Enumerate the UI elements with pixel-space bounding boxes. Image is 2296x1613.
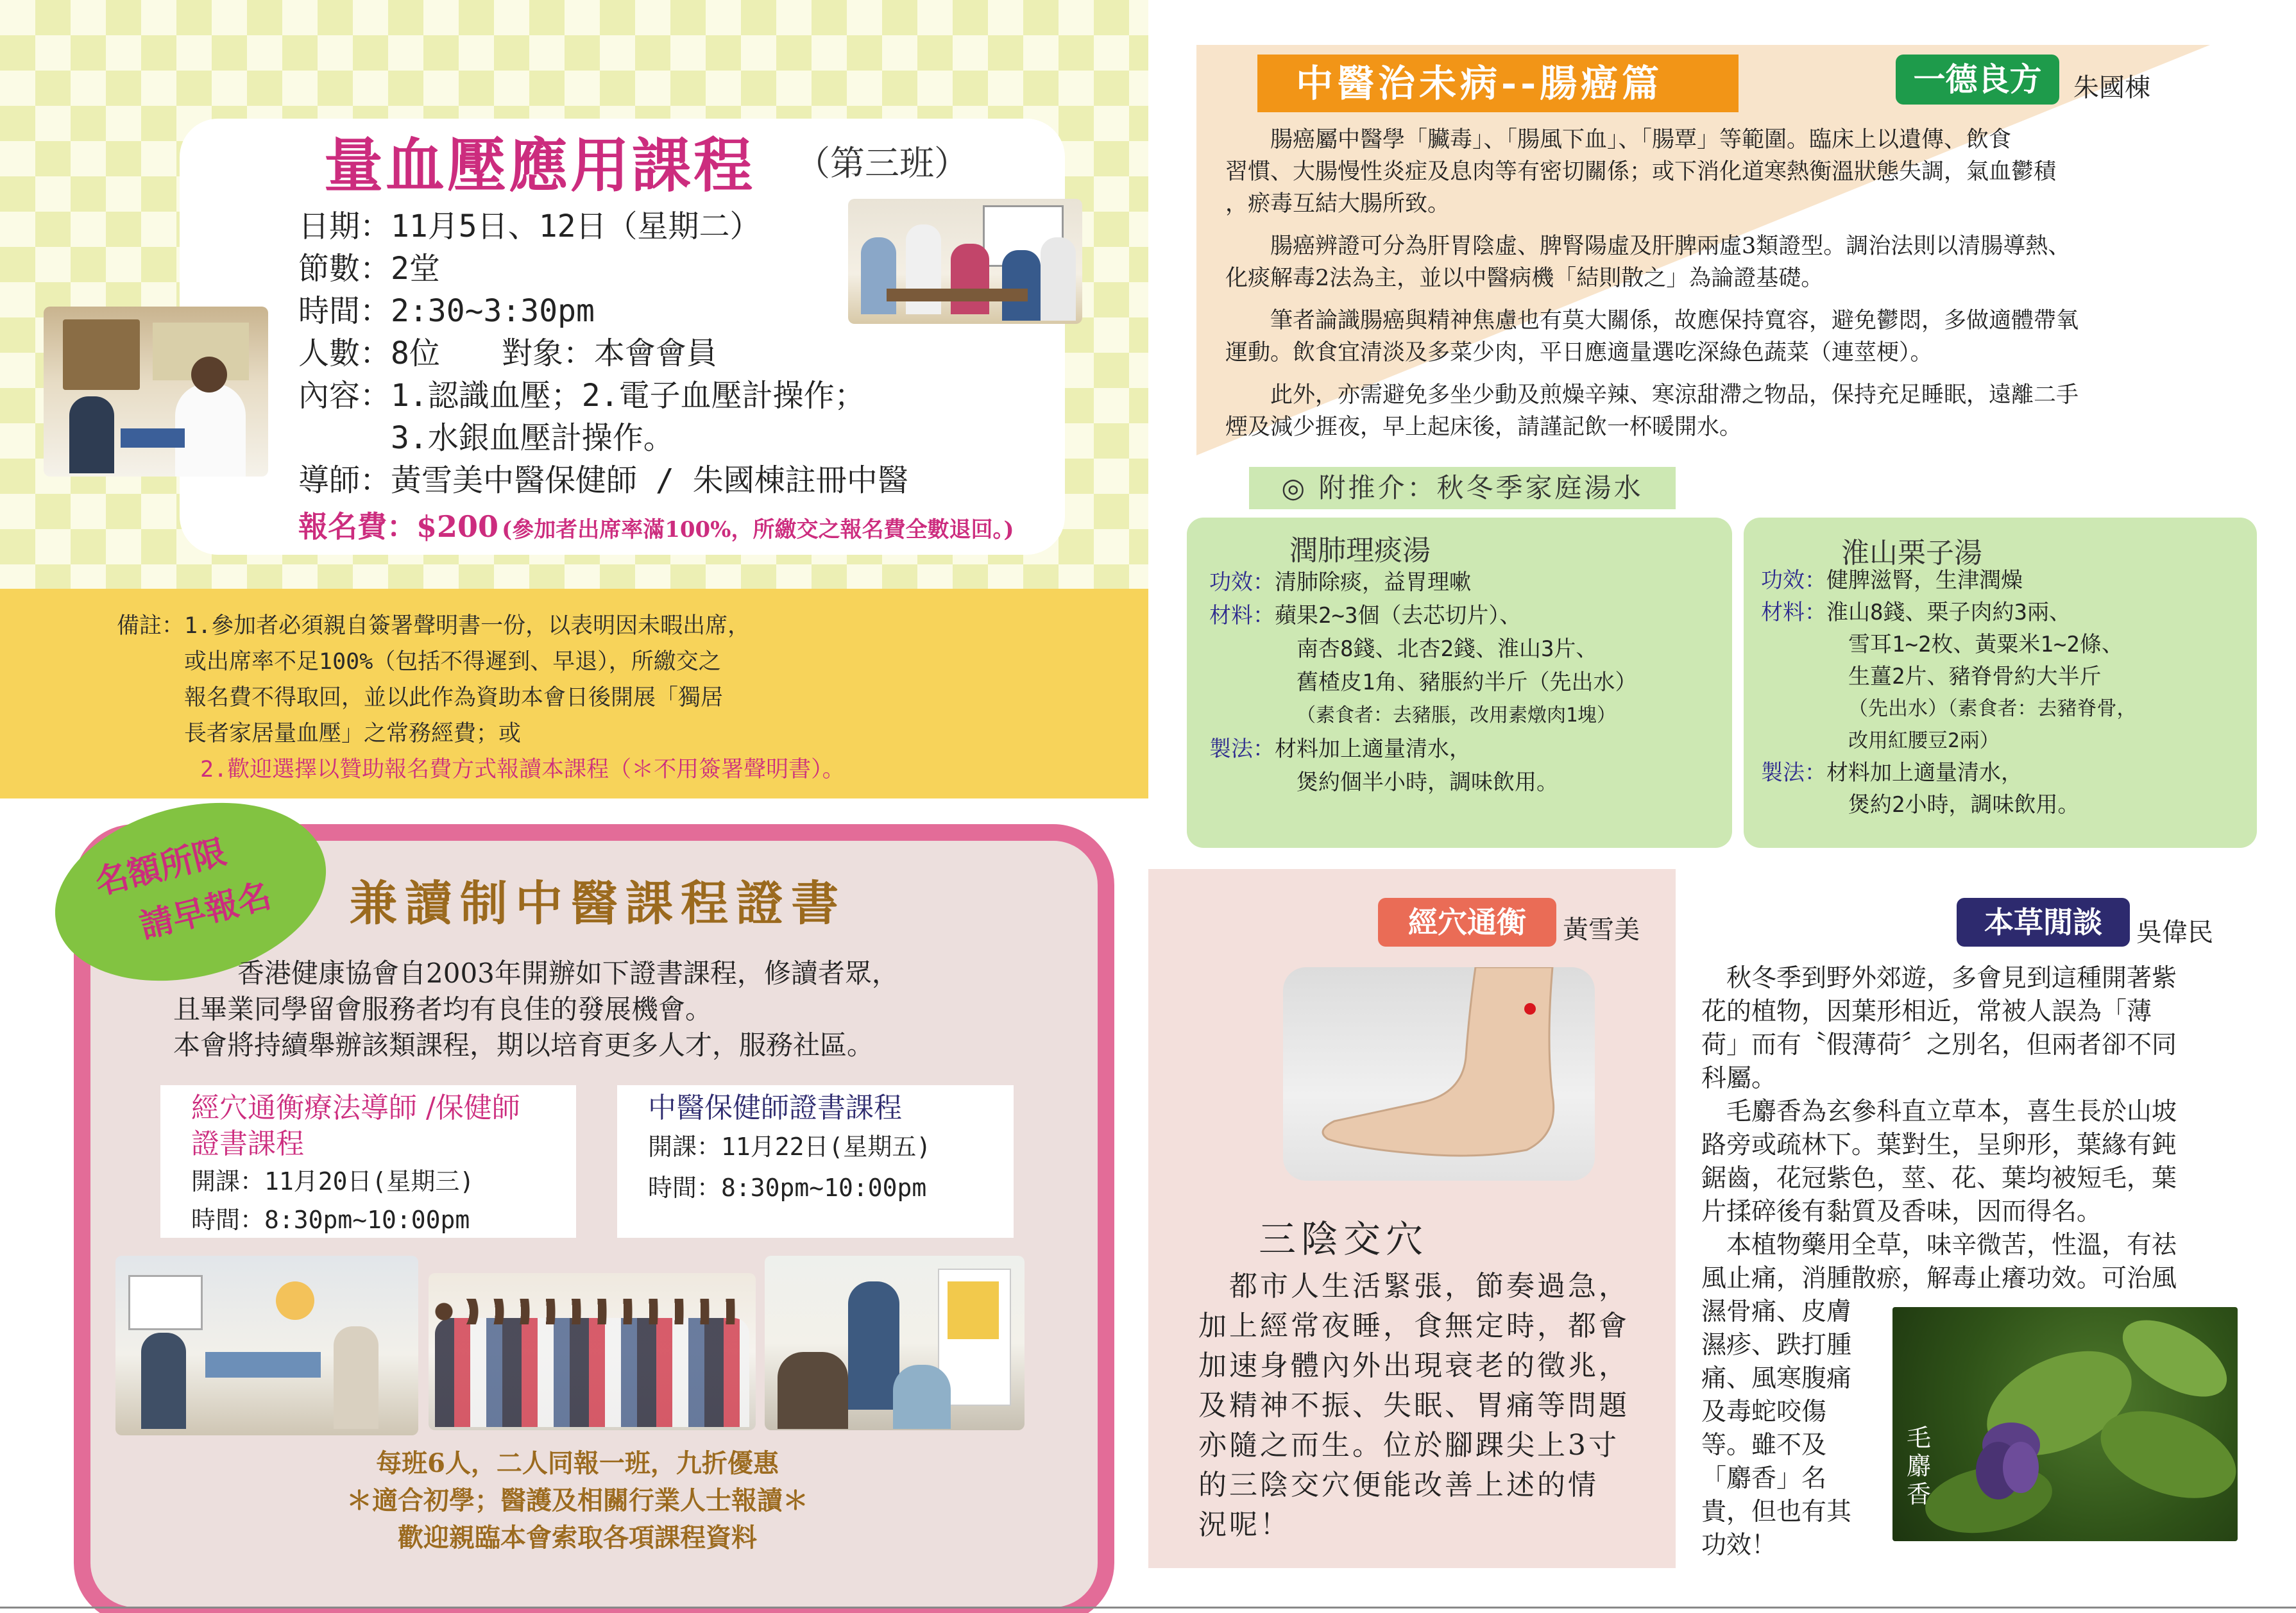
herb-line-6: 路旁或疏林下。葉對生，呈卵形，葉緣有鈍 [1701, 1131, 2177, 1160]
cert-footer-line-1: 每班6人，二人同報一班，九折優惠 [376, 1448, 779, 1478]
herb-line-12: 濕疹、跌打腫 [1701, 1331, 1852, 1360]
soup2-ingredient-1: 淮山8錢、栗子肉約3兩、 [1826, 600, 2071, 625]
soup1-method-1: 材料加上適量清水， [1275, 736, 1471, 762]
tcm-para1-line-3: ，瘀毒互結大腸所致。 [1225, 191, 1450, 217]
bp-course-details [298, 205, 908, 502]
herb-line-8: 片揉碎後有黏質及香味，因而得名。 [1701, 1197, 2102, 1226]
soup2-method-1: 材料加上適量清水， [1826, 760, 2023, 786]
herb-line-16: 「麝香」名 [1701, 1464, 1827, 1493]
soup2-effect: 健脾滋腎，生津潤燥 [1826, 568, 2023, 593]
cert-intro-line-2: 且畢業同學留會服務者均有良佳的發展機會。 [173, 993, 713, 1025]
herb-line-3: 荷」而有〝假薄荷〞之別名，但兩者卻不同 [1701, 1031, 2177, 1060]
soup1-ingredient-3: 舊楂皮1角、豬脹約半斤（先出水） [1297, 670, 1637, 695]
soup2-ingredient-5: 改用紅腰豆2兩） [1848, 729, 2000, 752]
soup1-ingredient-2: 南杏8錢、北杏2錢、淮山3片、 [1297, 636, 1598, 662]
tcm-para2-line-1: 腸癌辨證可分為肝胃陰虛、脾腎陽虛及肝脾兩虛3類證型。調治法則以清腸導熱、 [1225, 233, 2071, 259]
bp-course-title: 量血壓應用課程 [324, 131, 756, 200]
soup2-ingredient-2: 雪耳1~2枚、黃粟米1~2條、 [1848, 632, 2123, 657]
bp-detail-tutor: 導師：黃雪美中醫保健師 / 朱國棟註冊中醫 [298, 462, 908, 498]
herb-column-tag: 本草閒談 [1957, 898, 2130, 947]
tcm-article-body [1225, 124, 2079, 443]
soup1-ingredients-label: 材料： [1209, 603, 1275, 629]
course1-title-line-1: 經穴通衡療法導師 /保健師 [191, 1092, 520, 1124]
soup2-ingredients-label: 材料： [1761, 600, 1826, 625]
course1-title-line-2: 證書課程 [191, 1127, 304, 1160]
remarks-line-4: 長者家居量血壓」之常務經費；或 [117, 721, 522, 747]
soup1-effect-label: 功效： [1209, 570, 1275, 595]
soup2-effect-label: 功效： [1761, 568, 1826, 593]
cert-footer [90, 1445, 1065, 1557]
herb-line-2: 花的植物，因葉形相近，常被人誤為「薄 [1701, 997, 2152, 1026]
tcm-column-tag: 一德良方 [1896, 55, 2059, 105]
acupoint-line-5: 亦隨之而生。位於腳踝尖上3寸 [1198, 1429, 1619, 1462]
remarks-line-1: 備註：1.參加者必須親自簽署聲明書一份，以表明因未暇出席， [117, 613, 751, 639]
bp-class-label: （第三班） [795, 143, 969, 183]
herb-plant-label: 毛麝香 [1907, 1424, 1932, 1508]
soup1-effect: 清肺除痰，益胃理嗽 [1275, 570, 1471, 595]
cert-footer-line-2: ＊適合初學；醫護及相關行業人士報讀＊ [346, 1485, 808, 1516]
soup2-method-2: 煲約2小時，調味飲用。 [1848, 792, 2080, 818]
bottom-rule [0, 1607, 2296, 1609]
bp-detail-content: 內容：1.認識血壓；2.電子血壓計操作； [298, 378, 865, 414]
herb-author: 吳偉民 [2136, 918, 2213, 947]
acupoint-line-2: 加上經常夜睡，食無定時，都會 [1198, 1310, 1629, 1342]
course2-title: 中醫保健師證書課程 [648, 1092, 902, 1124]
remarks-line-2: 或出席率不足100%（包括不得遲到、早退），所繳交之 [117, 649, 721, 675]
herb-line-17: 貴，但也有其 [1701, 1498, 1852, 1526]
soup1-name: 潤肺理痰湯 [1289, 534, 1431, 567]
tcm-para2-line-2: 化痰解毒2法為主，並以中醫病機「結則散之」為論證基礎。 [1225, 266, 1824, 291]
herb-line-9: 本植物藥用全草，味辛微苦，性溫，有祛 [1701, 1231, 2177, 1260]
bp-detail-date: 日期：11月5日、12日（星期二） [298, 208, 761, 244]
cert-title: 兼讀制中醫課程證書 [350, 876, 846, 931]
bp-photo-class [848, 199, 1082, 324]
tcm-author: 朱國棟 [2073, 73, 2150, 103]
remarks-highlight: 2.歡迎選擇以贊助報名費方式報讀本課程（＊不用簽署聲明書）。 [200, 757, 845, 782]
cert-intro-line-3: 本會將持續舉辦該類課程，期以培育更多人才，服務社區。 [173, 1029, 874, 1061]
acupoint-marker [1524, 1003, 1536, 1015]
herb-line-13: 痛、風寒腹痛 [1701, 1364, 1852, 1393]
cert-intro [173, 956, 899, 1063]
herb-line-7: 鋸齒，花冠紫色，莖、花、葉均被短毛，葉 [1701, 1164, 2177, 1193]
soup2-ingredient-3: 生薑2片、豬脊骨約大半斤 [1848, 664, 2102, 689]
soup1-ingredient-4: （素食者：去豬脹，改用素燉肉1塊） [1297, 704, 1617, 727]
cert-intro-line-1: 香港健康協會自2003年開辦如下證書課程，修讀者眾， [237, 958, 899, 989]
cert-photo-graduation [429, 1273, 756, 1430]
herb-line-5: 毛麝香為玄參科直立草本，喜生長於山坡 [1701, 1097, 2177, 1126]
course1-time: 時間：8:30pm~10:00pm [191, 1206, 470, 1234]
tcm-para1-line-1: 腸癌屬中醫學「臟毒」、「腸風下血」、「腸覃」等範圍。臨床上以遺傳、飲食 [1225, 127, 2012, 153]
bp-fee-label: 報名費：$200 [298, 509, 499, 544]
bp-detail-quota: 人數：8位 對象：本會會員 [298, 335, 717, 371]
cert-badge-line-1: 名額所限 [90, 832, 230, 903]
tcm-para4-line-2: 煙及減少捱夜，早上起床後，請謹記飲一杯暖開水。 [1225, 414, 1742, 440]
acupoint-line-3: 加速身體內外出現衰老的徵兆， [1198, 1349, 1629, 1382]
tcm-para1-line-2: 習慣、大腸慢性炎症及息肉等有密切關係；或下消化道寒熱衡溫狀態失調，氣血鬱積 [1225, 159, 2057, 185]
bp-detail-time: 時間：2:30~3:30pm [298, 293, 595, 329]
bp-photo-consultation [44, 307, 268, 477]
recommend-soups-tag: ◎ 附推介：秋冬季家庭湯水 [1249, 467, 1676, 509]
foot-illustration [1283, 967, 1595, 1181]
remarks-text [117, 608, 845, 788]
soup1-method-label: 製法： [1209, 736, 1275, 762]
foot-photo [1283, 967, 1595, 1181]
herb-line-1: 秋冬季到野外郊遊，多會見到這種開著紫 [1701, 964, 2177, 993]
acupoint-author: 黃雪美 [1563, 915, 1640, 945]
soup1-body [1209, 566, 1637, 799]
course1-start: 開課：11月20日(星期三) [191, 1167, 475, 1195]
acupoint-line-1: 都市人生活緊張，節奏過急， [1229, 1270, 1629, 1303]
bp-detail-sessions: 節數：2堂 [298, 251, 440, 287]
herb-plant-photo [1892, 1307, 2238, 1541]
herb-line-14: 及毒蛇咬傷 [1701, 1398, 1827, 1426]
soup1-ingredient-1: 蘋果2~3個（去芯切片）、 [1275, 603, 1522, 629]
course-card-tcm-text [648, 1090, 931, 1208]
soup1-method-2: 煲約個半小時，調味飲用。 [1297, 770, 1558, 795]
course2-time: 時間：8:30pm~10:00pm [648, 1174, 927, 1202]
cert-footer-line-3: 歡迎親臨本會索取各項課程資料 [398, 1523, 757, 1553]
herb-line-10: 風止痛，消腫散瘀，解毒止癢功效。可治風 [1701, 1264, 2177, 1293]
tcm-para3-line-2: 運動。飲食宜清淡及多菜少肉，平日應適量選吃深綠色蔬菜（連莖梗）。 [1225, 340, 1933, 366]
cert-photo-lecture [765, 1256, 1025, 1430]
herb-line-15: 等。雖不及 [1701, 1431, 1827, 1460]
course2-start: 開課：11月22日(星期五) [648, 1133, 931, 1161]
remarks-line-3: 報名費不得取回，並以此作為資助本會日後開展「獨居 [117, 685, 724, 711]
bp-detail-content-2: 3.水銀血壓計操作。 [298, 420, 674, 456]
herb-line-18: 功效！ [1701, 1531, 1777, 1560]
acupoint-column-tag: 經穴通衡 [1378, 898, 1556, 947]
tcm-article-title: 中醫治未病--腸癌篇 [1257, 55, 1739, 112]
herb-line-11: 濕骨痛、皮膚 [1701, 1297, 1852, 1326]
soup2-body [1761, 564, 2137, 821]
acupoint-line-7: 況呢！ [1198, 1508, 1291, 1541]
soup2-ingredient-4: （先出水）（素食者：去豬脊骨， [1848, 697, 2137, 720]
bp-fee-note: (參加者出席率滿100%，所繳交之報名費全數退回。) [502, 517, 1014, 543]
soup2-method-label: 製法： [1761, 760, 1826, 786]
course-card-acupoint-text [191, 1090, 520, 1239]
herb-line-4: 科屬。 [1701, 1064, 1777, 1093]
bp-fee [298, 503, 1014, 546]
tcm-para3-line-1: 筆者論識腸癌與精神焦慮也有莫大關係，故應保持寬容，避免鬱悶，多做適體帶氧 [1225, 308, 2079, 334]
cert-badge-line-2: 請早報名 [135, 875, 275, 947]
acupoint-line-6: 的三陰交穴便能改善上述的情 [1198, 1469, 1599, 1501]
cert-photo-practice [115, 1256, 418, 1435]
plant-illustration [1892, 1307, 2238, 1541]
acupoint-text [1198, 1267, 1629, 1545]
acupoint-name: 三陰交穴 [1259, 1217, 1429, 1261]
tcm-para4-line-1: 此外，亦需避免多坐少動及煎燥辛辣、寒涼甜滯之物品，保持充足睡眠，遠離二手 [1225, 382, 2079, 408]
soup2-name: 淮山栗子湯 [1841, 537, 1982, 570]
acupoint-line-4: 及精神不振、失眠、胃痛等問題 [1198, 1389, 1629, 1422]
